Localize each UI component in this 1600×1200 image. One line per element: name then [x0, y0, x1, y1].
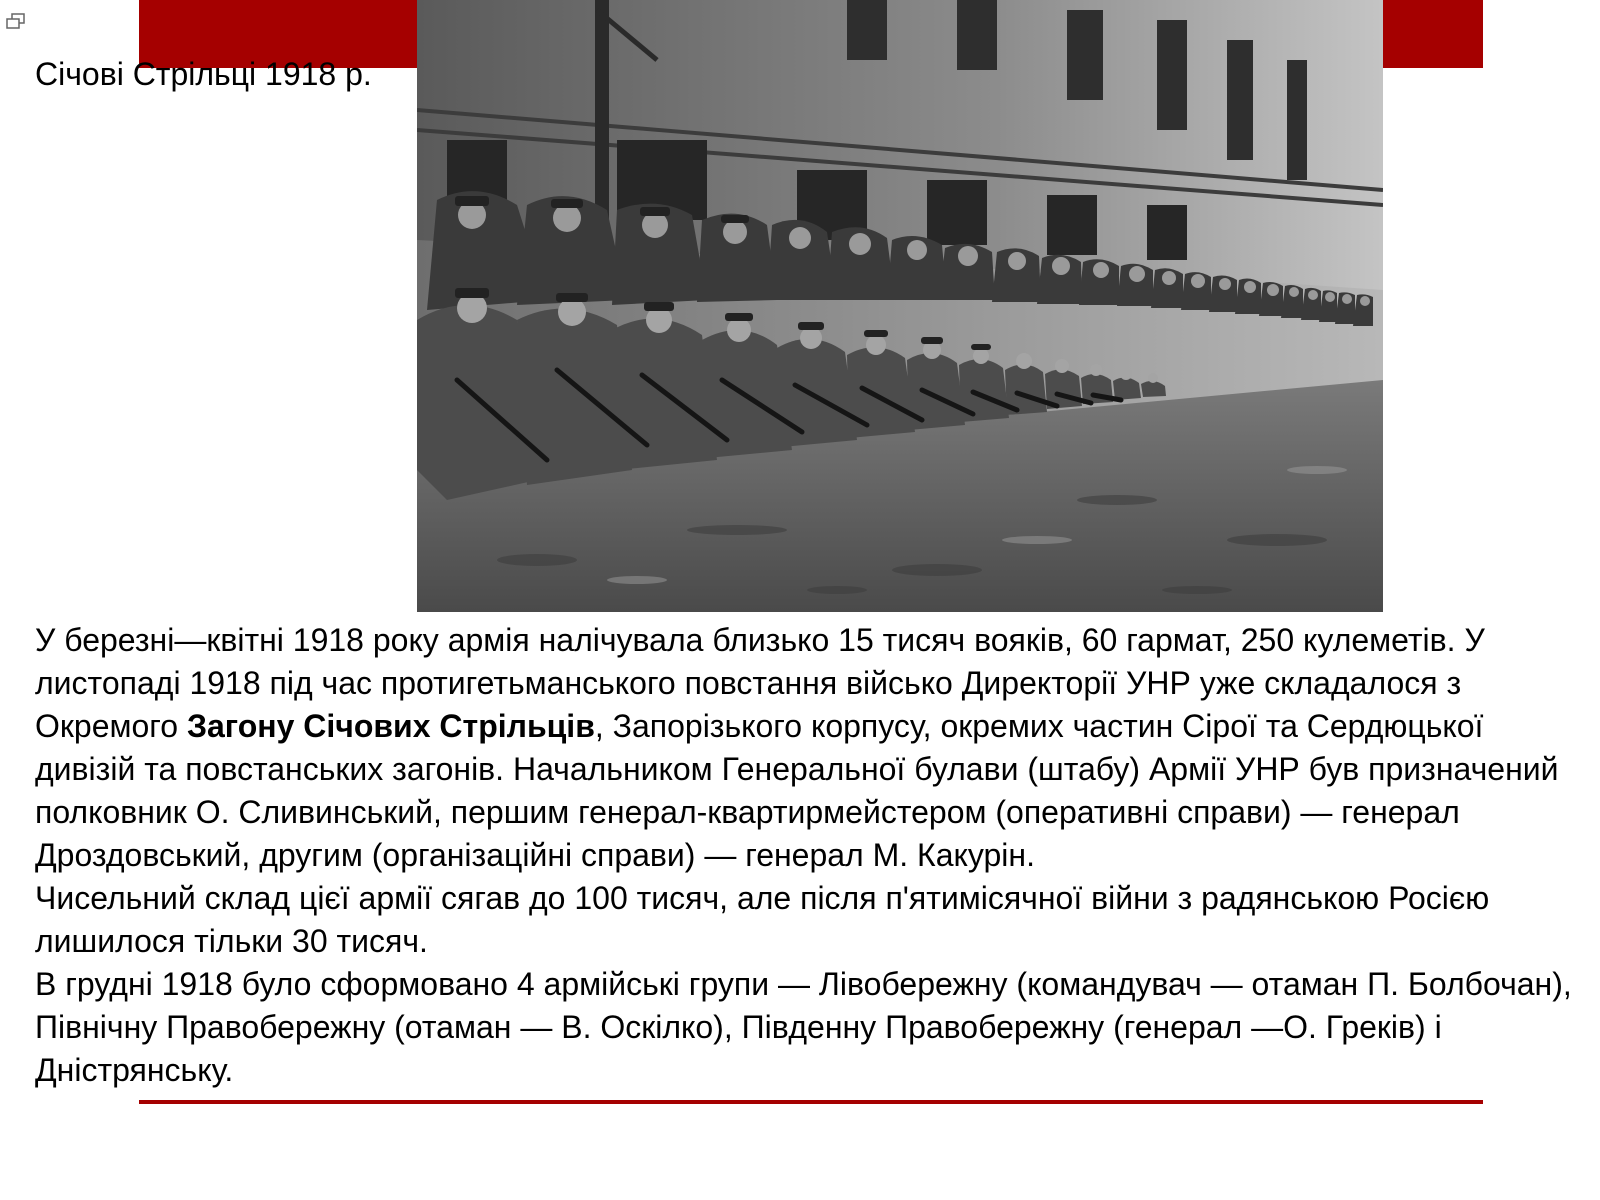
paragraph-army-composition: [35, 619, 1575, 877]
bold-unit-name: Загону Січових Стрільців: [186, 708, 595, 744]
historical-photo-sich-riflemen: [417, 0, 1383, 612]
photo-caption: Січові Стрільці 1918 р.: [35, 56, 372, 92]
paragraph-text: , Запорізького корпусу, окремих частин Сірої та Сердюцької дивізій та повстанських загонів. Начальником Генеральної булави (штабу) Армії УНР був призначений полковник О. Сливинський, першим генерал-квартирмейстером (оперативні справи) — генерал Дроздовський, другим (організаційні справи) — генерал М. Какурін.: [35, 708, 1559, 873]
body-text: [35, 619, 1575, 1092]
paragraph-army-size: Чисельний склад цієї армії сягав до 100 тисяч, але після п'ятимісячної війни з радянською Росією лишилося тільки 30 тисяч.: [35, 880, 1490, 959]
paragraph-text: У березні—квітні 1918 року армія налічувала близько 15 тисяч вояків, 60 гармат, 250 кулеметів. У листопаді 1918 під час протигетьманського повстання військо Директорії УНР уже складалося з Окремого: [35, 622, 1485, 744]
paragraph-army-groups: В грудні 1918 було сформовано 4 армійські групи — Лівобережну (командувач — отаман П. Болбочан), Північну Правобережну (отаман — В. Оскілко), Південну Правобережну (генерал —О. Греків) і Дністрянську.: [35, 966, 1572, 1088]
restore-window-icon[interactable]: [5, 12, 27, 32]
bottom-accent-rule: [139, 1100, 1483, 1104]
